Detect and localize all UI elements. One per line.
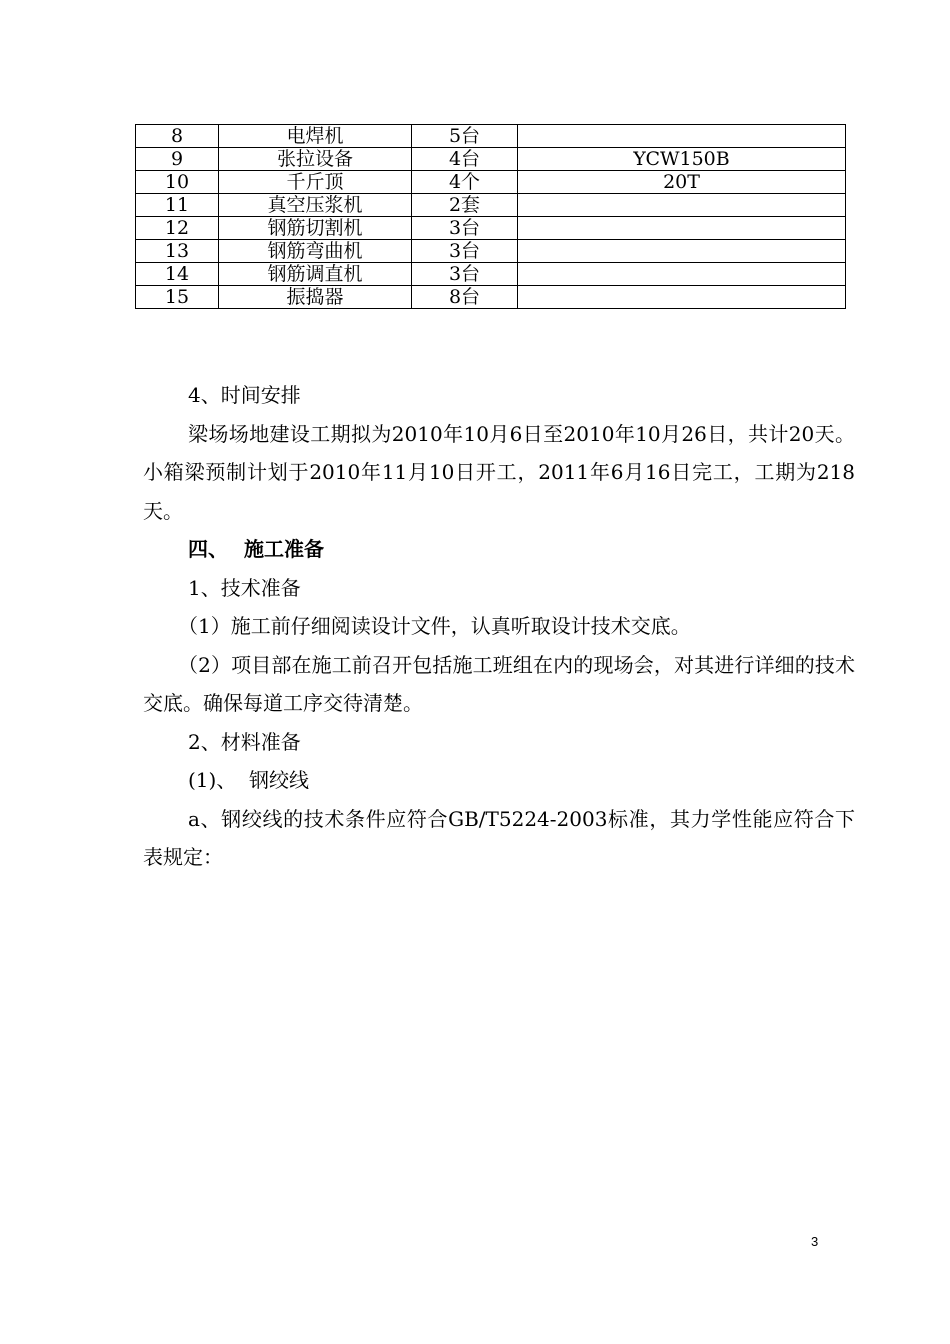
row-number: 8 [136,125,219,148]
equipment-quantity: 3台 [412,217,518,240]
equipment-name: 张拉设备 [219,148,412,171]
equipment-name: 钢筋调直机 [219,263,412,286]
equipment-spec: YCW150B [518,148,846,171]
row-number: 11 [136,194,219,217]
time-heading: 4、时间安排 [188,383,301,407]
equipment-quantity: 5台 [412,125,518,148]
equipment-name: 电焊机 [219,125,412,148]
row-number: 13 [136,240,219,263]
equipment-name: 真空压浆机 [219,194,412,217]
row-number: 15 [136,286,219,309]
equipment-spec [518,263,846,286]
equipment-quantity: 8台 [412,286,518,309]
row-number: 10 [136,171,219,194]
table-row [136,171,846,194]
equipment-table [135,124,846,309]
table-row [136,240,846,263]
time-paragraph: 梁场场地建设工期拟为2010年10月6日至2010年10月26日，共计20天。小箱梁预制计划于2010年11月10日开工，2011年6月16日完工，工期为218天。 [143,421,855,523]
equipment-spec [518,217,846,240]
equipment-name: 钢筋切割机 [219,217,412,240]
equipment-spec: 20T [518,171,846,194]
material-item-1-a: a、钢绞线的技术条件应符合GB/T5224-2003标准，其力学性能应符合下表规定： [143,806,855,869]
equipment-spec [518,286,846,309]
equipment-quantity: 3台 [412,240,518,263]
row-number: 9 [136,148,219,171]
table-row [136,286,846,309]
equipment-quantity: 3台 [412,263,518,286]
table-row [136,263,846,286]
tech-item-1: （1）施工前仔细阅读设计文件，认真听取设计技术交底。 [178,614,691,638]
section-number: 四、 [188,537,228,561]
tech-item-2: （2）项目部在施工前召开包括施工班组在内的现场会，对其进行详细的技术交底。确保每道工序交待清楚。 [143,652,855,715]
row-number: 14 [136,263,219,286]
equipment-quantity: 2套 [412,194,518,217]
equipment-spec [518,240,846,263]
equipment-name: 千斤顶 [219,171,412,194]
tech-heading: 1、技术准备 [188,575,301,600]
table-row [136,125,846,148]
document-body [143,376,855,877]
material-heading: 2、材料准备 [188,729,301,754]
section-title: 施工准备 [244,537,324,561]
table-row [136,217,846,240]
equipment-quantity: 4台 [412,148,518,171]
section-heading [143,530,855,569]
page-number: 3 [811,1234,819,1249]
equipment-table-body [136,125,846,309]
equipment-name: 振捣器 [219,286,412,309]
equipment-spec [518,194,846,217]
table-row [136,194,846,217]
equipment-quantity: 4个 [412,171,518,194]
material-item-1: (1)、 钢绞线 [188,768,310,792]
table-row [136,148,846,171]
equipment-spec [518,125,846,148]
row-number: 12 [136,217,219,240]
equipment-name: 钢筋弯曲机 [219,240,412,263]
